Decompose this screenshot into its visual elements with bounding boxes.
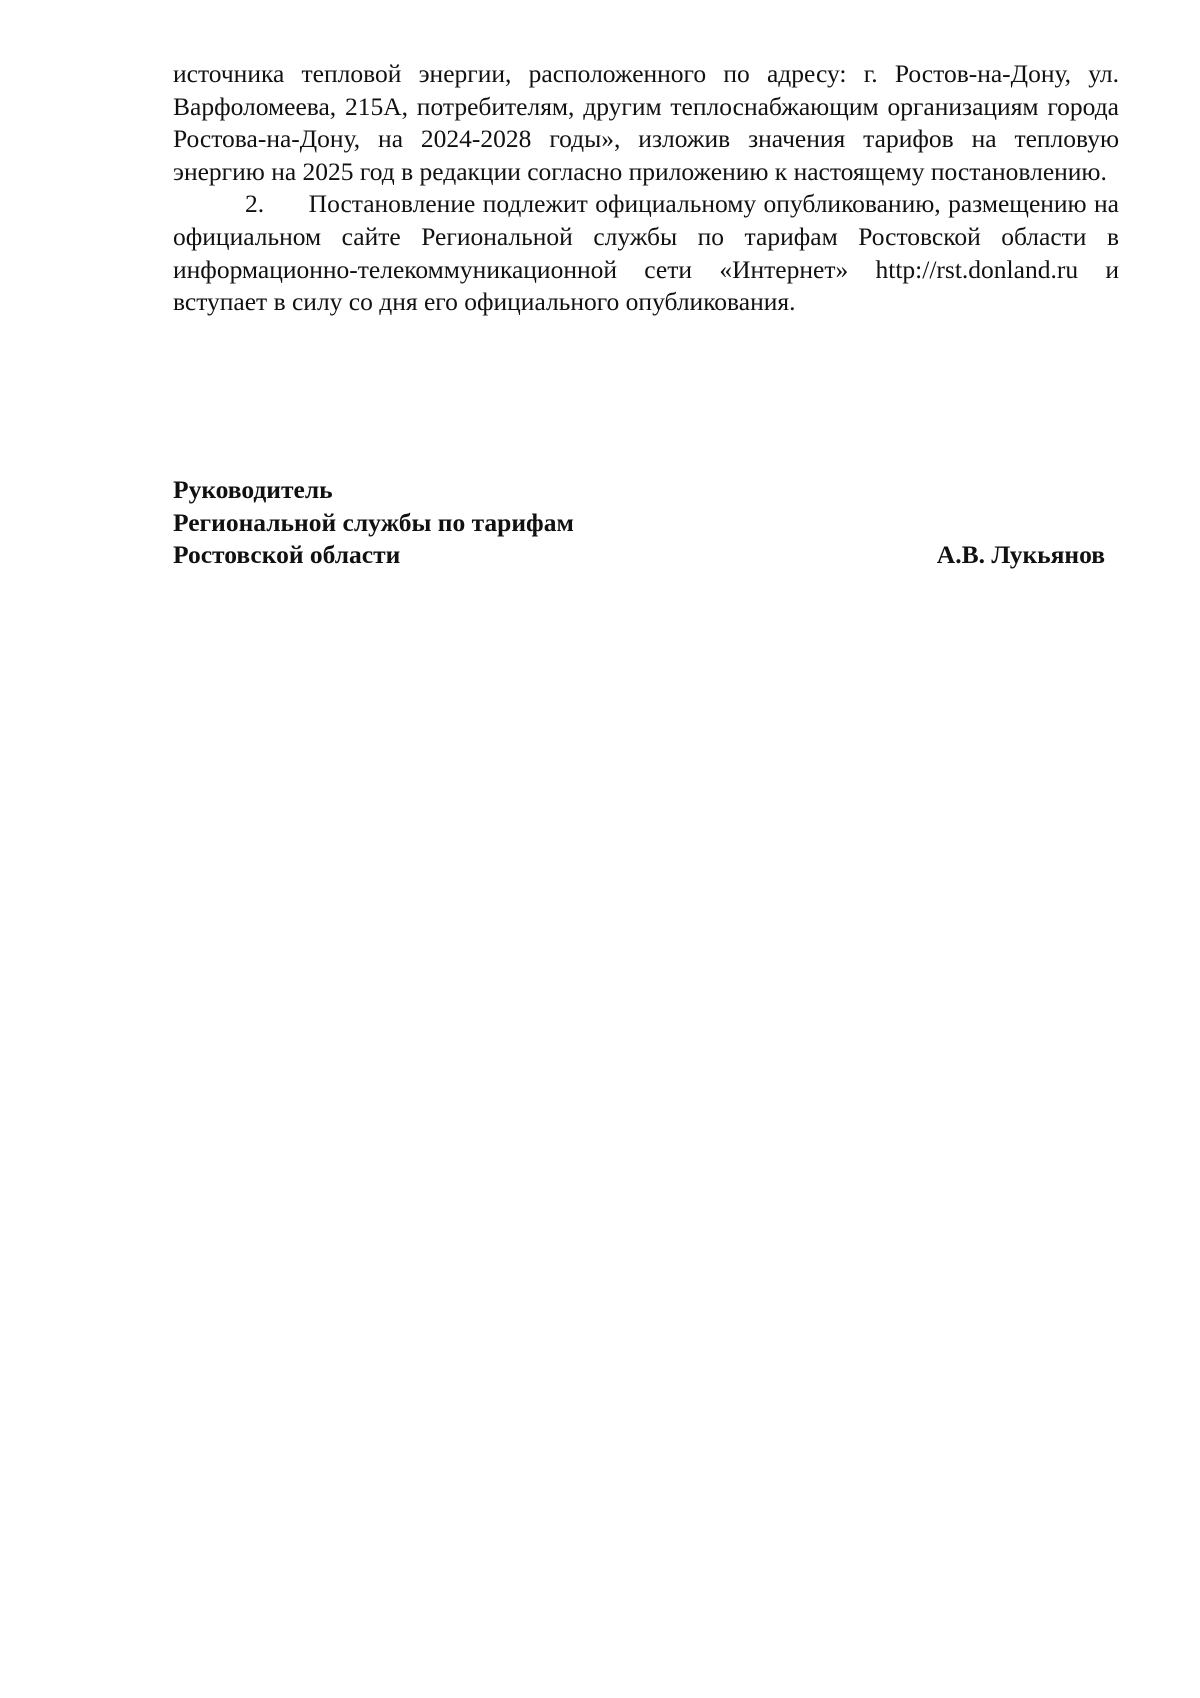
signature-block [173, 474, 1105, 572]
paragraph-2: 2. Постановление подлежит официальному опубликованию, размещению на официальном сайте Региональной службы по тарифам Ростовской области в информационно-телекоммуникационной сети «Интернет» http://rst.donland.ru и вступает в силу со дня его официального опубликования. [173, 189, 1119, 317]
signature-position-line-1: Руководитель [173, 475, 333, 504]
signature-position-line-3: Ростовской области [173, 540, 401, 570]
signatory-name: А.В. Лукьянов [936, 540, 1105, 570]
signature-position-line-2: Региональной службы по тарифам [173, 507, 574, 537]
paragraph-continuation: источника тепловой энергии, расположенного по адресу: г. Ростов-на-Дону, ул. Варфоломеева, 215А, потребителям, другим теплоснабжающим организациям города Ростова-на-Дону, на 2024-2028 годы», изложив значения тарифов на тепловую энергию на 2025 год в редакции согласно приложению к настоящему постановлению. [173, 59, 1119, 186]
document-body [173, 58, 1119, 319]
signature-last-row [173, 539, 1105, 572]
